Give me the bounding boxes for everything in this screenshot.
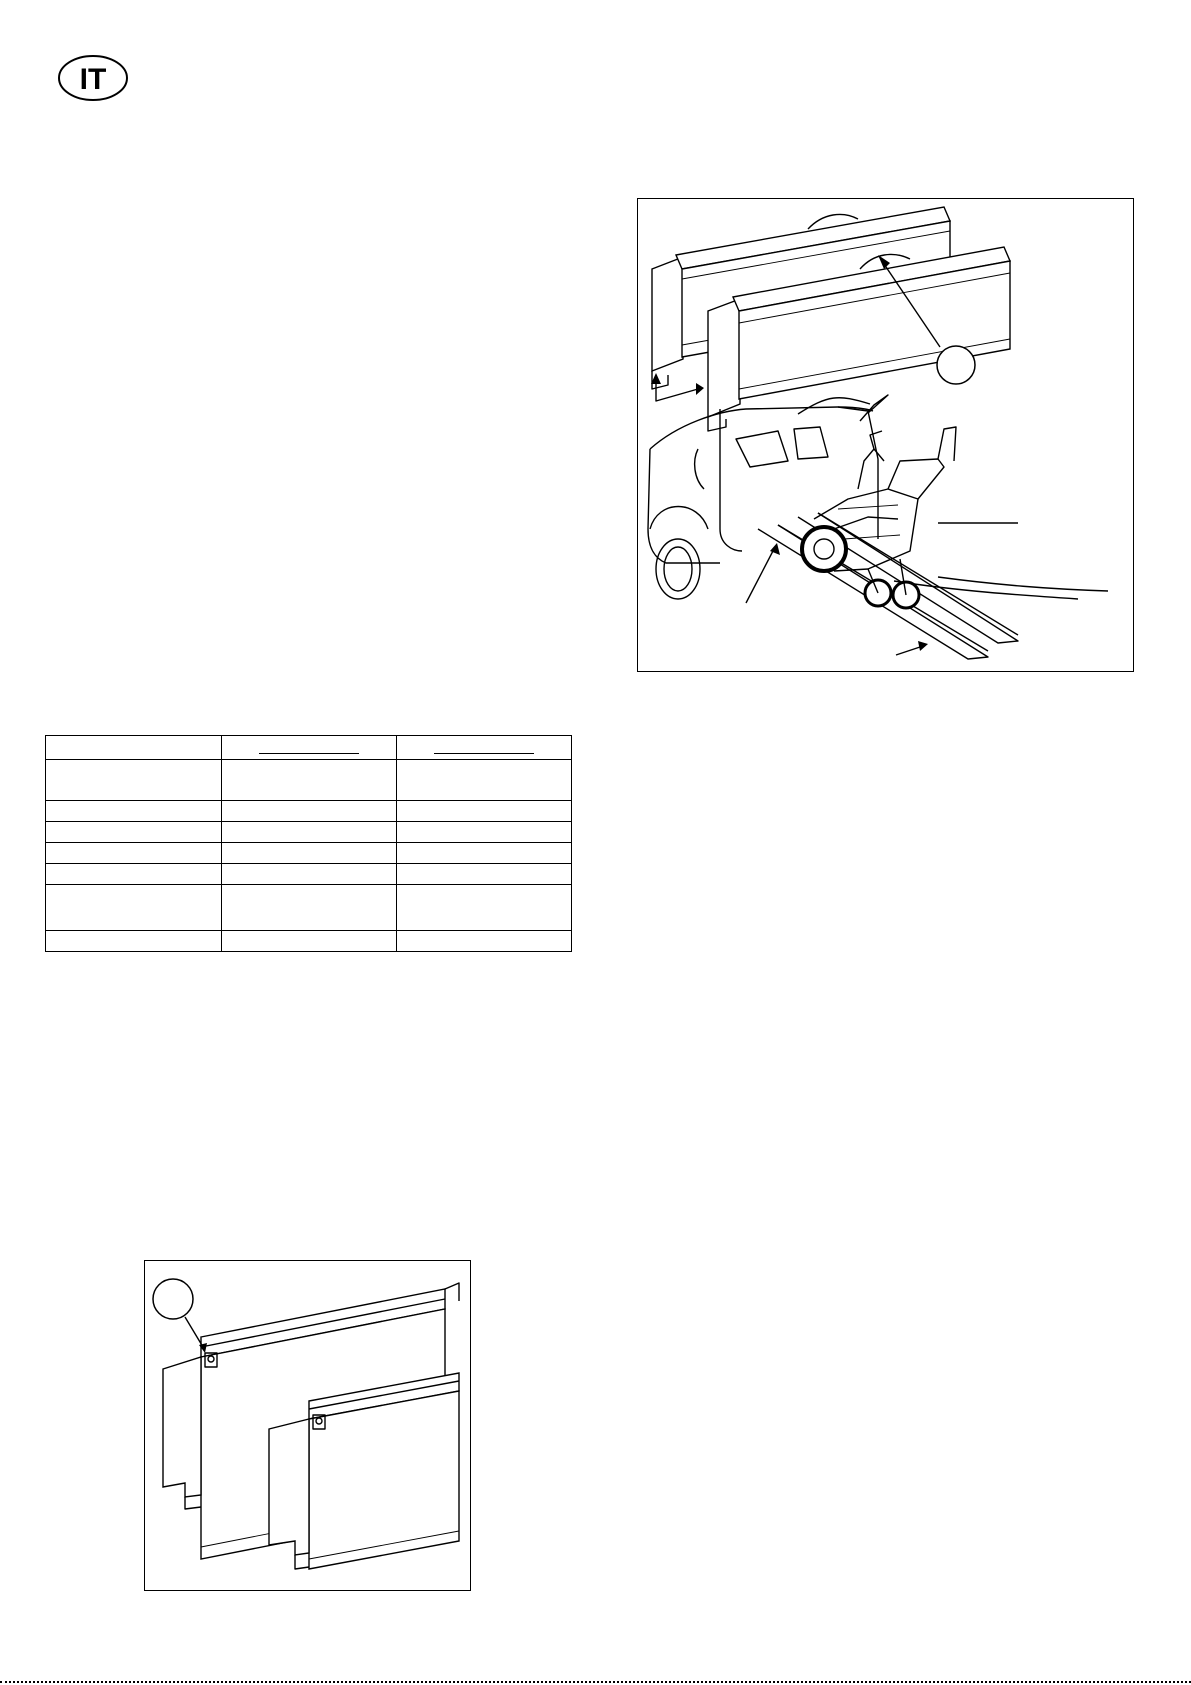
table-cell xyxy=(397,885,572,930)
table-row xyxy=(46,842,572,863)
table-cell xyxy=(397,760,572,800)
table-row xyxy=(46,885,572,930)
ramp-loading-illustration xyxy=(638,199,1135,673)
table-row xyxy=(46,821,572,842)
specifications-table xyxy=(45,735,572,952)
table-cell xyxy=(222,930,397,951)
car xyxy=(648,395,888,599)
language-code: IT xyxy=(79,63,107,96)
table-cell xyxy=(46,842,222,863)
header-underline xyxy=(434,753,534,754)
table-cell xyxy=(46,800,222,821)
table-row xyxy=(46,930,572,951)
header-underline xyxy=(259,753,359,754)
table-cell xyxy=(46,885,222,930)
table-row xyxy=(46,760,572,800)
table-header-row xyxy=(46,736,572,760)
detail-callout xyxy=(153,1279,207,1353)
table-cell xyxy=(222,842,397,863)
table-cell xyxy=(397,842,572,863)
table-cell xyxy=(46,821,222,842)
table-cell xyxy=(222,864,397,885)
table-cell xyxy=(222,760,397,800)
table-cell xyxy=(222,821,397,842)
table-cell xyxy=(46,930,222,951)
table-header-cell xyxy=(397,736,572,760)
table-cell xyxy=(46,864,222,885)
ramp-detail-illustration xyxy=(145,1261,472,1592)
ramp-loading-figure xyxy=(637,198,1134,672)
table-row xyxy=(46,864,572,885)
ramp-detail-figure xyxy=(144,1260,471,1591)
page-footer-rule xyxy=(0,1681,1191,1683)
table-cell xyxy=(222,885,397,930)
table-cell xyxy=(397,930,572,951)
table-cell xyxy=(46,760,222,800)
table-cell xyxy=(397,821,572,842)
table-row xyxy=(46,800,572,821)
table-cell xyxy=(222,800,397,821)
table-cell xyxy=(397,800,572,821)
table-cell xyxy=(46,736,222,760)
table-header-cell xyxy=(222,736,397,760)
table-cell xyxy=(397,864,572,885)
language-badge xyxy=(57,54,129,102)
